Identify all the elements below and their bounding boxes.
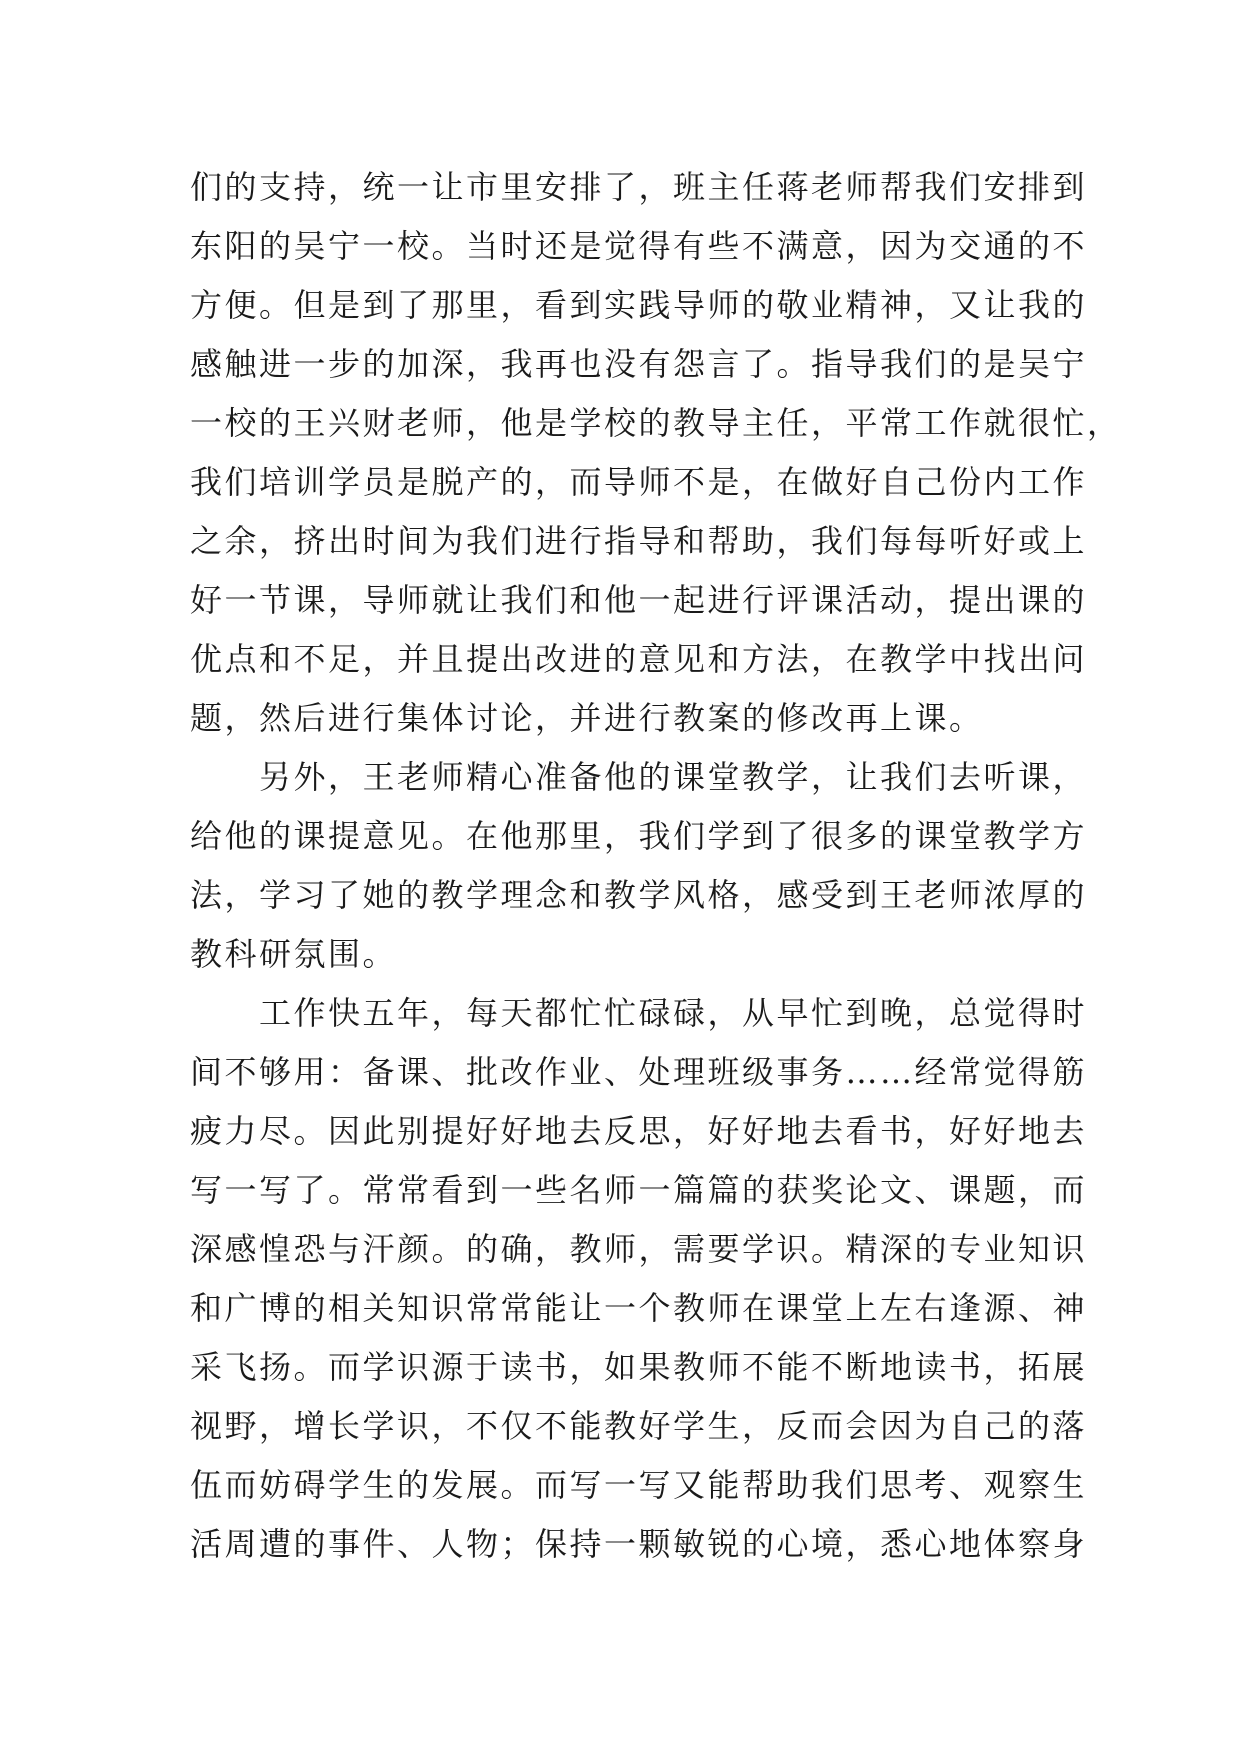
text-line: 我们培训学员是脱产的，而导师不是，在做好自己份内工作 [190,463,1088,501]
text-line: 视野，增长学识，不仅不能教好学生，反而会因为自己的落 [190,1407,1088,1445]
text-line: 教科研氛围。 [190,935,398,973]
text-line: 活周遭的事件、人物；保持一颗敏锐的心境，悉心地体察身 [190,1525,1088,1563]
text-line: 工作快五年，每天都忙忙碌碌，从早忙到晚，总觉得时 [190,994,1088,1032]
text-line: 写一写了。常常看到一些名师一篇篇的获奖论文、课题，而 [190,1171,1088,1209]
text-line: 另外，王老师精心准备他的课堂教学，让我们去听课， [190,758,1088,796]
text-line: 之余，挤出时间为我们进行指导和帮助，我们每每听好或上 [190,522,1088,560]
text-line: 疲力尽。因此别提好好地去反思，好好地去看书，好好地去 [190,1112,1088,1150]
text-line: 题，然后进行集体讨论，并进行教案的修改再上课。 [190,699,984,737]
text-line: 优点和不足，并且提出改进的意见和方法，在教学中找出问 [190,640,1088,678]
text-line: 们的支持，统一让市里安排了，班主任蒋老师帮我们安排到 [190,168,1088,206]
text-line: 感触进一步的加深，我再也没有怨言了。指导我们的是吴宁 [190,345,1088,383]
text-line: 东阳的吴宁一校。当时还是觉得有些不满意，因为交通的不 [190,227,1088,265]
text-line: 法，学习了她的教学理念和教学风格，感受到王老师浓厚的 [190,876,1088,914]
text-line: 方便。但是到了那里，看到实践导师的敬业精神，又让我的 [190,286,1088,324]
text-line: 深感惶恐与汗颜。的确，教师，需要学识。精深的专业知识 [190,1230,1088,1268]
text-line: 采飞扬。而学识源于读书，如果教师不能不断地读书，拓展 [190,1348,1088,1386]
text-line: 给他的课提意见。在他那里，我们学到了很多的课堂教学方 [190,817,1088,855]
text-line: 伍而妨碍学生的发展。而写一写又能帮助我们思考、观察生 [190,1466,1088,1504]
body-text [190,158,1122,1574]
text-line: 一校的王兴财老师，他是学校的教导主任，平常工作就很忙， [190,404,1122,442]
text-line: 和广博的相关知识常常能让一个教师在课堂上左右逢源、神 [190,1289,1088,1327]
text-line: 好一节课，导师就让我们和他一起进行评课活动，提出课的 [190,581,1088,619]
text-line: 间不够用：备课、批改作业、处理班级事务……经常觉得筋 [190,1053,1088,1091]
